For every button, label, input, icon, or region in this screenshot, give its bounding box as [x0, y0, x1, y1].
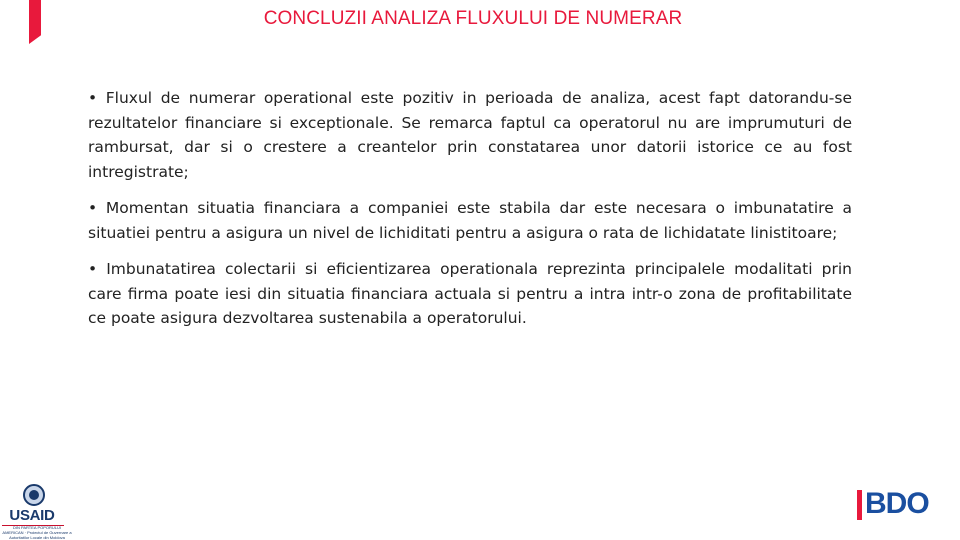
slide-content [88, 86, 852, 343]
bullet-paragraph: • Momentan situatia financiara a companiei este stabila dar este necesara o imbunatatire a situatiei pentru a asigura un nivel de lichiditati pentru a asigura o rata de lichidatate linistitoare; [88, 199, 852, 242]
page-title: CONCLUZII ANALIZA FLUXULUI DE NUMERAR [263, 8, 683, 29]
usaid-wordmark: USAID [9, 507, 55, 524]
bdo-logo [857, 487, 939, 520]
bdo-wordmark: BDO [865, 487, 929, 520]
bdo-bar-icon [857, 490, 862, 520]
usaid-seal-icon [23, 484, 45, 506]
usaid-tagline: DIN PARTEA POPORULUI AMERICAN · Proiectul de Guvernare a Autoritatilor Locale din Moldova [2, 525, 72, 540]
bullet-paragraph: • Imbunatatirea colectarii si eficientizarea operationala reprezinta principalele modalitati prin care firma poate iesi din situatia financiara actuala si pentru a intra intr-o zona de profitabilitate ce poate asigura dezvoltarea sustenabila a operatorului. [88, 260, 852, 327]
bullet-paragraph: • Fluxul de numerar operational este pozitiv in perioada de analiza, acest fapt datorandu-se rezultatelor financiare si exceptionale. Se remarca faptul ca operatorul nu are imprumuturi de rambursat, dar si o crestere a creantelor prin constatarea unor datorii istorice ce au fost intregistrate; [88, 89, 852, 181]
usaid-logo [0, 482, 80, 540]
